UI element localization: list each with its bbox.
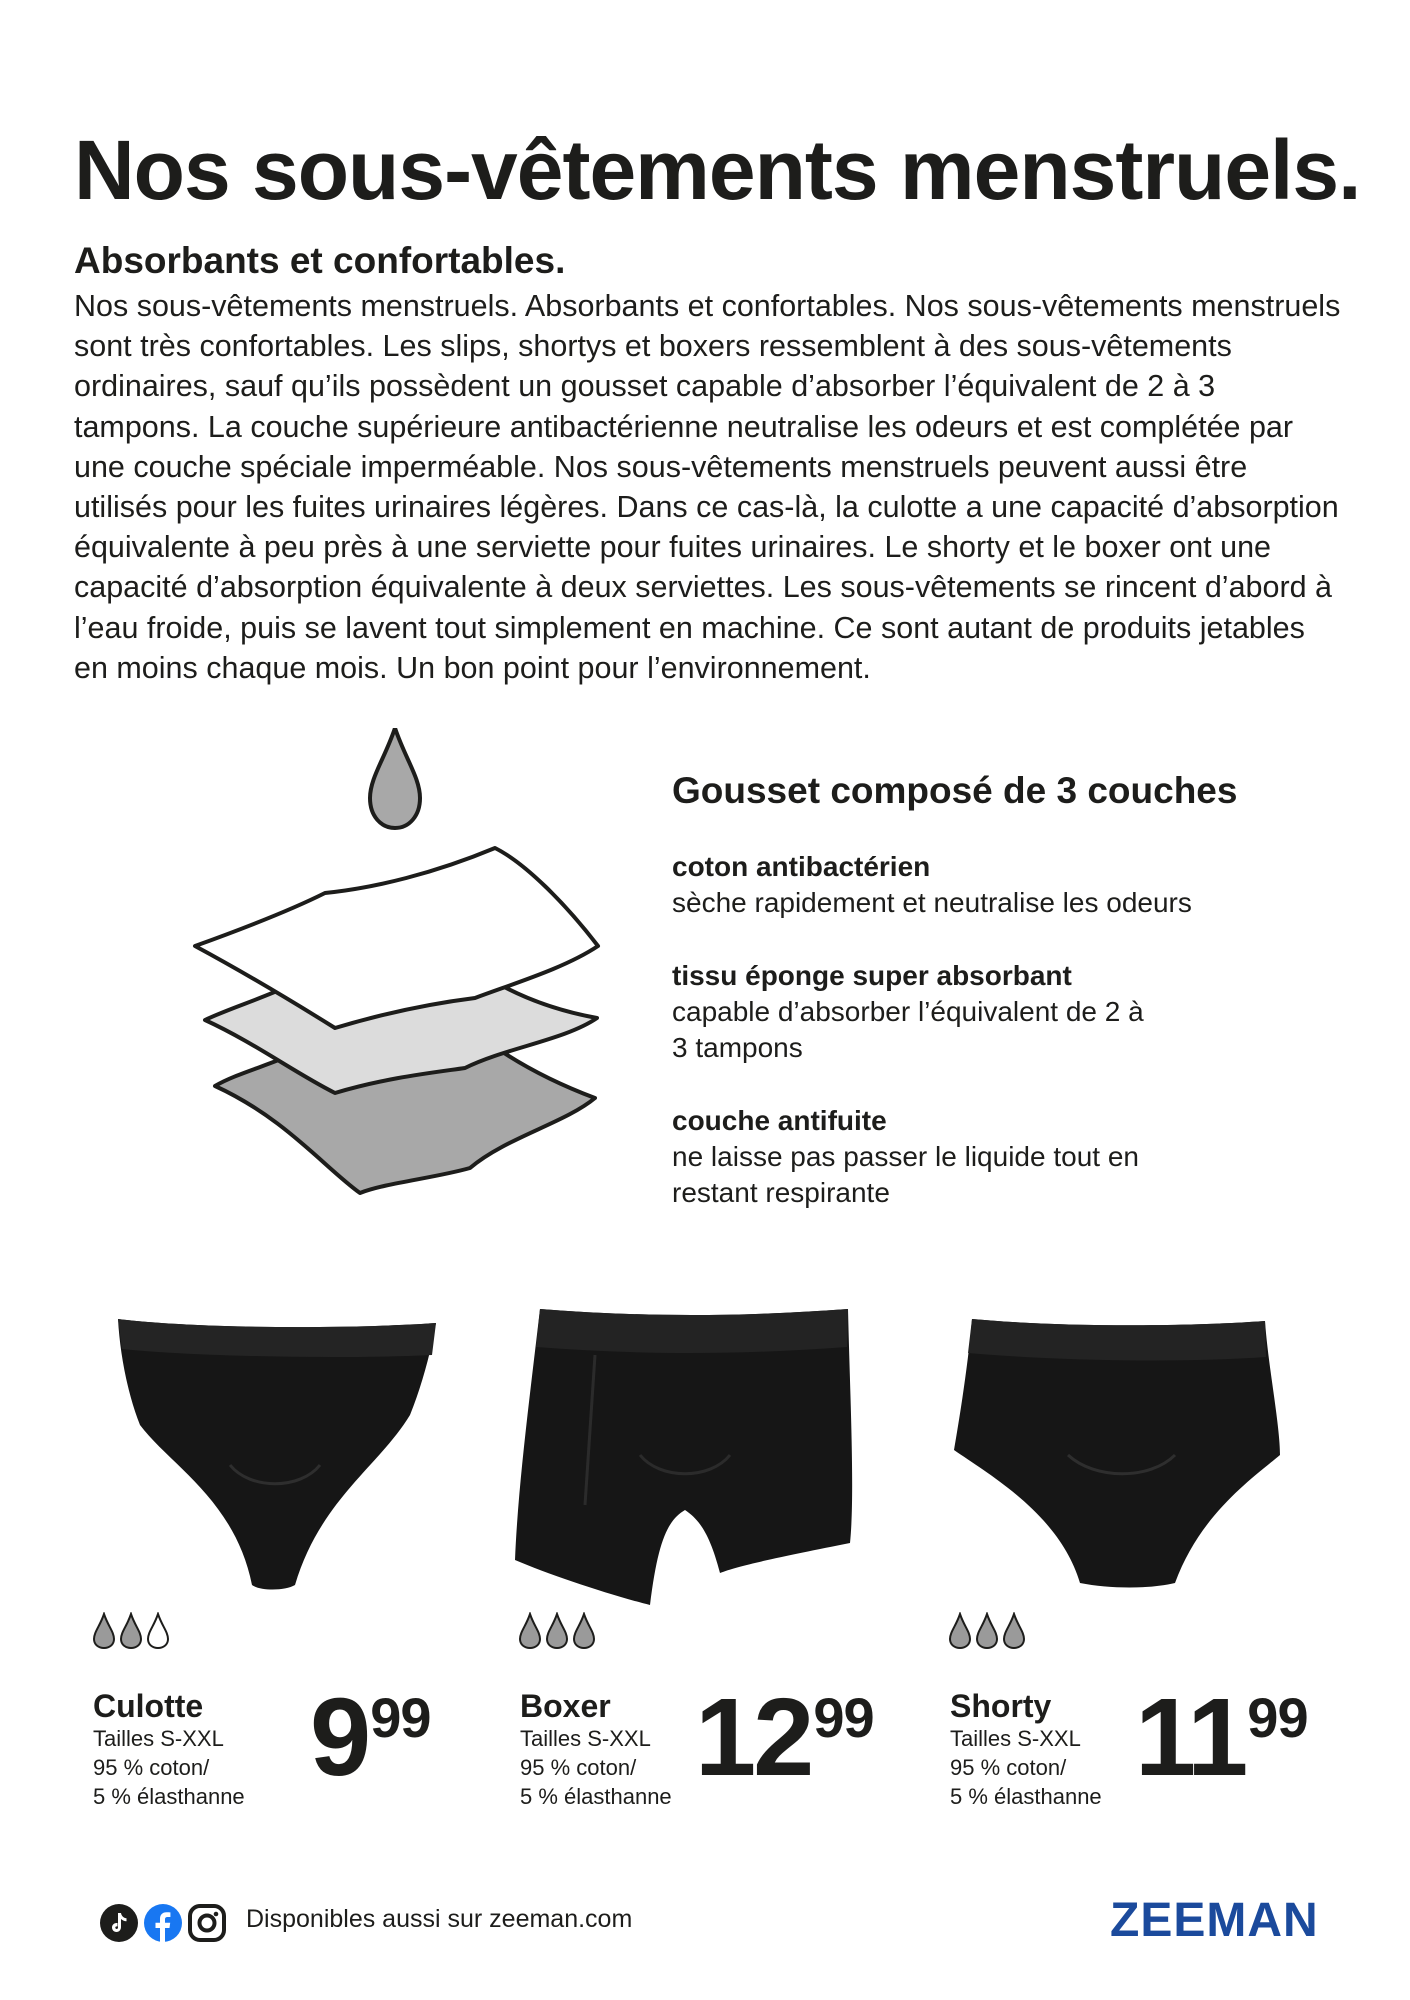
gousset-layers-illustration [185,728,615,1218]
product-material: 95 % coton/ [93,1755,210,1780]
product-material: 5 % élasthanne [520,1784,672,1809]
product-price [695,1676,874,1799]
product-price [310,1676,431,1799]
drop-empty-icon [146,1612,170,1650]
gousset-title: Gousset composé de 3 couches [672,770,1238,811]
drop-filled-icon [518,1612,542,1650]
tiktok-icon[interactable] [98,1902,140,1944]
price-main: 9 [310,1676,369,1799]
layer-desc: sèche rapidement et neutralise les odeurs [672,887,1192,918]
product-material: 95 % coton/ [520,1755,637,1780]
layer-desc: capable d’absorber l’équivalent de 2 à 3 tampons [672,996,1144,1063]
product-details [93,1724,245,1811]
price-cents: 99 [370,1686,431,1749]
boxer-absorption-drops [518,1612,596,1650]
product-name: Culotte [93,1688,204,1724]
liquid-drop-icon [370,728,420,828]
product-details [520,1724,672,1811]
product-material: 5 % élasthanne [93,1784,245,1809]
boxer-product-image [510,1305,855,1610]
drop-filled-icon [948,1612,972,1650]
zeeman-logo: ZEEMAN [1110,1894,1319,1947]
drop-filled-icon [119,1612,143,1650]
product-details [950,1724,1102,1811]
product-sizes: Tailles S-XXL [93,1726,224,1751]
drop-filled-icon [1002,1612,1026,1650]
social-icons [98,1902,228,1944]
product-name: Shorty [950,1688,1052,1724]
product-material: 95 % coton/ [950,1755,1067,1780]
product-price [1135,1676,1308,1799]
culotte-absorption-drops [92,1612,170,1650]
intro-paragraph: Nos sous-vêtements menstruels. Absorbants et confortables. Nos sous-vêtements menstruels sont très confortables. Les slips, shortys et boxers ressemblent à des sous-vêtements ordinaires, sauf qu’ils possèdent un gousset capable d’absorber l’équivalent de 2 à 3 tampons. La couche supérieure antibactérienne neutralise les odeurs et est complétée par une couche spéciale imperméable. Nos sous-vêtements menstruels peuvent aussi être utilisés pour les fuites urinaires légères. Dans ce cas-là, la culotte a une capacité d’absorption équivalente à peu près à une serviette pour fuites urinaires. Le shorty et le boxer ont une capacité d’absorption équivalente à deux serviettes. Les sous-vêtements se rincent d’abord à l’eau froide, puis se lavent tout simplement en machine. Ce sont autant de produits jetables en moins chaque mois. Un bon point pour l’environnement. [74,289,1341,685]
layer-desc: ne laisse pas passer le liquide tout en restant respirante [672,1141,1139,1208]
page-title: Nos sous-vêtements menstruels. [74,123,1361,217]
shorty-product-image [950,1315,1285,1595]
layer-name: tissu éponge super absorbant [672,960,1072,991]
product-sizes: Tailles S-XXL [950,1726,1081,1751]
shorty-absorption-drops [948,1612,1026,1650]
facebook-icon[interactable] [142,1902,184,1944]
price-cents: 99 [1247,1686,1308,1749]
drop-filled-icon [92,1612,116,1650]
drop-filled-icon [975,1612,999,1650]
layer-description-2 [672,958,1152,1066]
layer-name: coton antibactérien [672,851,931,882]
price-main: 11 [1135,1676,1246,1799]
page-subtitle: Absorbants et confortables. [74,240,566,281]
culotte-product-image [110,1315,445,1595]
price-main: 12 [695,1676,812,1799]
product-material: 5 % élasthanne [950,1784,1102,1809]
instagram-icon[interactable] [186,1902,228,1944]
drop-filled-icon [572,1612,596,1650]
layer-description-3 [672,1103,1232,1211]
drop-filled-icon [545,1612,569,1650]
product-sizes: Tailles S-XXL [520,1726,651,1751]
product-name: Boxer [520,1688,611,1724]
price-cents: 99 [813,1686,874,1749]
availability-text: Disponibles aussi sur zeeman.com [246,1905,633,1933]
layer-name: couche antifuite [672,1105,887,1136]
layer-description-1 [672,849,1292,921]
